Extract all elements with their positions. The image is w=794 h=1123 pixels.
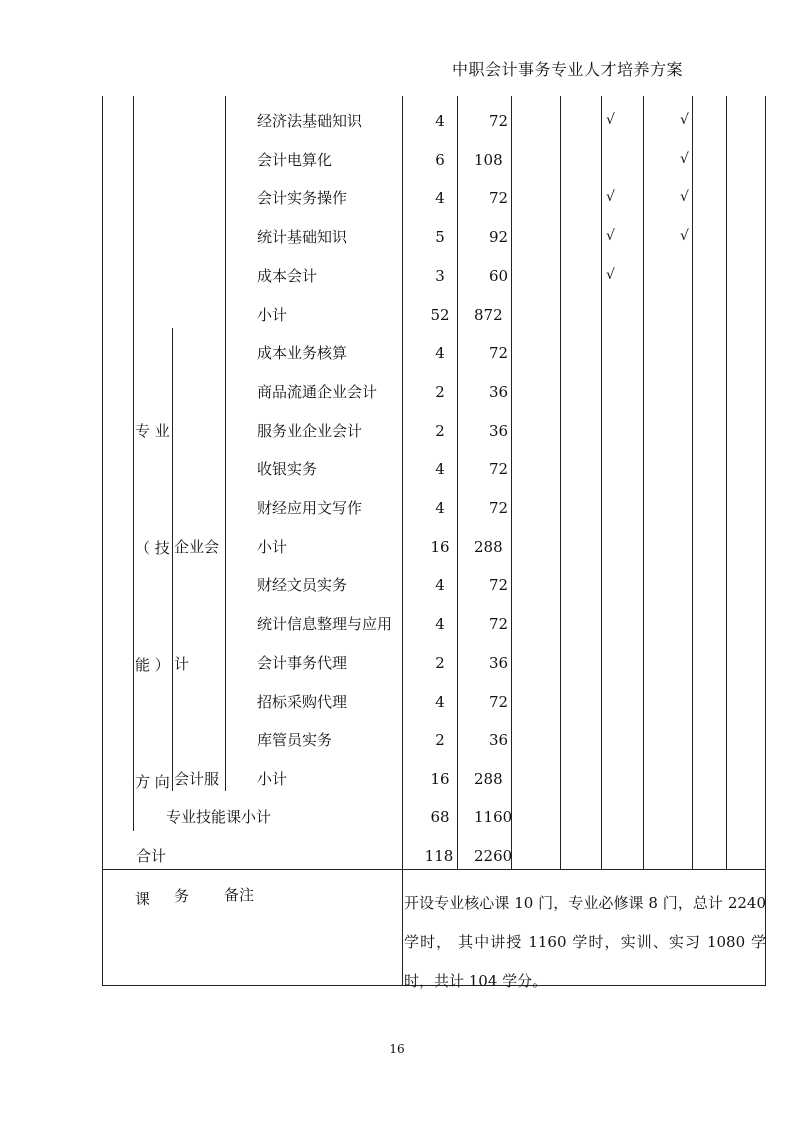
- course-credits: 2: [435, 383, 445, 401]
- col-line-4: [560, 96, 561, 869]
- course-hours: 108: [474, 151, 503, 169]
- course-credits: 4: [435, 693, 445, 711]
- course-credits: 2: [435, 731, 445, 749]
- course-credits: 3: [435, 267, 445, 285]
- course-hours: 36: [489, 383, 509, 401]
- course-hours: 288: [474, 538, 503, 556]
- skill-subtotal-hours: 1160: [474, 808, 513, 826]
- course-name: 服务业企业会计: [257, 422, 363, 440]
- course-name: 小计: [257, 770, 288, 788]
- course-name: 财经应用文写作: [257, 499, 363, 517]
- course-name: 会计事务代理: [257, 654, 348, 672]
- check-mark: √: [606, 228, 615, 244]
- course-name: 收银实务: [257, 460, 318, 478]
- course-credits: 2: [435, 654, 445, 672]
- course-hours: 36: [489, 731, 509, 749]
- group-label-service: 会计服 务: [174, 770, 220, 905]
- check-mark: √: [606, 112, 615, 128]
- total-credits: 118: [424, 847, 454, 865]
- course-name: 会计实务操作: [257, 189, 348, 207]
- col-line-6: [643, 96, 644, 869]
- course-credits: 52: [430, 306, 450, 324]
- course-credits: 5: [435, 228, 445, 246]
- course-credits: 2: [435, 422, 445, 440]
- check-mark: √: [680, 112, 689, 128]
- course-hours: 72: [489, 615, 509, 633]
- course-hours: 72: [489, 499, 509, 517]
- check-mark: √: [680, 228, 689, 244]
- page-number: 16: [389, 1042, 405, 1056]
- col-line-7: [692, 96, 693, 869]
- course-name: 财经文员实务: [257, 576, 348, 594]
- course-hours: 872: [474, 306, 503, 324]
- course-hours: 72: [489, 344, 509, 362]
- total-hours: 2260: [474, 847, 513, 865]
- table-border-right: [765, 96, 766, 986]
- skill-subtotal-label: 专业技能课小计: [166, 808, 272, 826]
- course-name: 招标采购代理: [257, 693, 348, 711]
- category-column-line: [133, 96, 134, 831]
- course-name: 商品流通企业会计: [257, 383, 378, 401]
- course-name: 统计基础知识: [257, 228, 348, 246]
- col-line-3: [511, 96, 512, 869]
- col-line-8: [726, 96, 727, 869]
- course-hours: 36: [489, 654, 509, 672]
- course-credits: 4: [435, 576, 445, 594]
- group-column-line: [172, 328, 173, 791]
- category-label: 专 业 （ 技 能 ） 方 向 课: [135, 422, 170, 908]
- course-hours: 72: [489, 693, 509, 711]
- check-mark: √: [680, 189, 689, 205]
- check-mark: √: [606, 267, 615, 283]
- course-name: 库管员实务: [257, 731, 333, 749]
- course-hours: 92: [489, 228, 509, 246]
- course-credits: 4: [435, 499, 445, 517]
- check-mark: √: [680, 151, 689, 167]
- credits-column-line: [402, 96, 403, 986]
- page-header-title: 中职会计事务专业人才培养方案: [452, 60, 684, 79]
- course-name: 统计信息整理与应用: [257, 615, 393, 633]
- course-name: 成本业务核算: [257, 344, 348, 362]
- course-name: 小计: [257, 538, 288, 556]
- course-name: 会计电算化: [257, 151, 333, 169]
- course-name: 成本会计: [257, 267, 318, 285]
- course-hours: 72: [489, 576, 509, 594]
- course-credits: 16: [430, 538, 450, 556]
- course-credits: 4: [435, 189, 445, 207]
- remarks-text: 开设专业核心课 10 门，专业必修课 8 门，总计 2240 学时， 其中讲授 1160 学时，实训、实习 1080 学时，共计 104 学分。: [404, 894, 766, 990]
- total-label: 合计: [136, 847, 167, 865]
- course-credits: 4: [435, 615, 445, 633]
- check-mark: √: [606, 189, 615, 205]
- course-credits: 6: [435, 151, 445, 169]
- hours-column-line: [457, 96, 458, 869]
- group-label-enterprise: 企业会 计: [174, 538, 220, 673]
- course-hours: 36: [489, 422, 509, 440]
- course-name: 经济法基础知识: [257, 112, 363, 130]
- course-hours: 72: [489, 112, 509, 130]
- course-credits: 4: [435, 112, 445, 130]
- col-line-5: [601, 96, 602, 869]
- course-hours: 288: [474, 770, 503, 788]
- course-name: 小计: [257, 306, 288, 324]
- course-hours: 72: [489, 460, 509, 478]
- remarks-label: 备注: [224, 886, 255, 904]
- course-hours: 60: [489, 267, 509, 285]
- course-credits: 16: [430, 770, 450, 788]
- course-credits: 4: [435, 460, 445, 478]
- course-column-line: [225, 96, 226, 791]
- course-hours: 72: [489, 189, 509, 207]
- course-credits: 4: [435, 344, 445, 362]
- skill-subtotal-credits: 68: [430, 808, 450, 826]
- table-border-left: [102, 96, 103, 986]
